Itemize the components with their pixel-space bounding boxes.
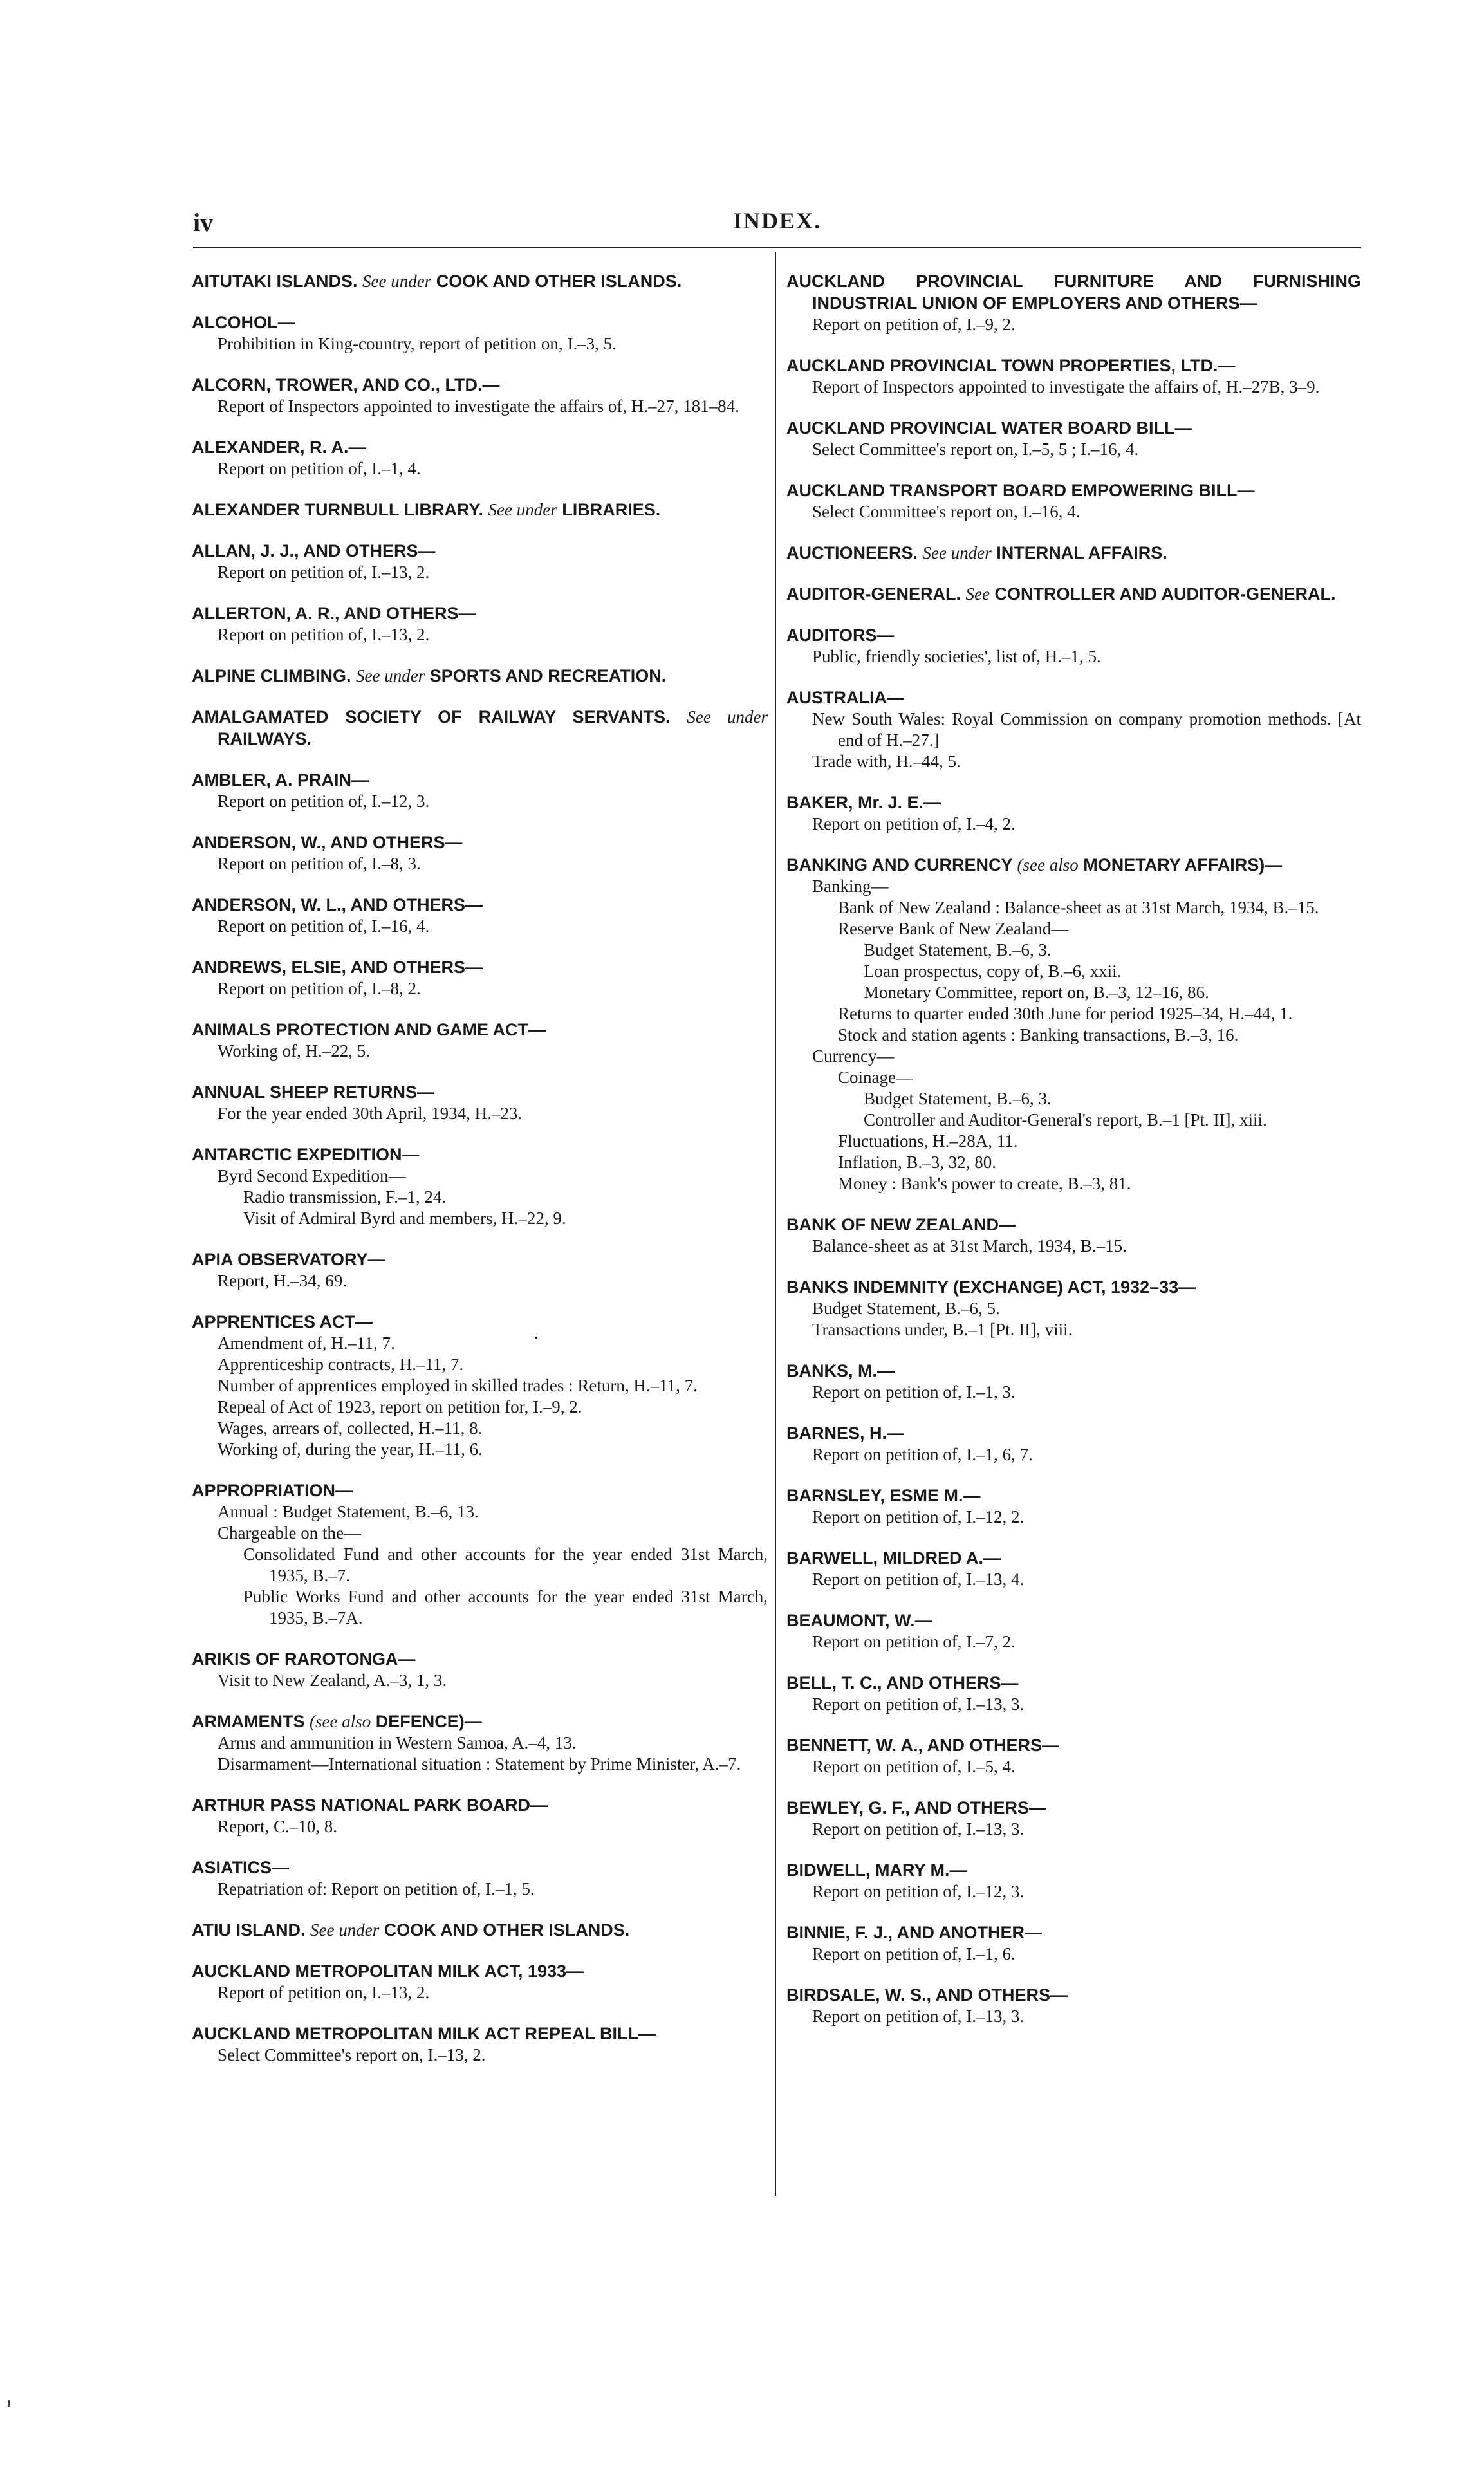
heading-text: AUCKLAND METROPOLITAN MILK ACT REPEAL BILL— xyxy=(192,2024,656,2043)
heading-text: ARTHUR PASS NATIONAL PARK BOARD— xyxy=(192,1795,548,1815)
cross-reference-note: See xyxy=(965,584,990,604)
index-heading xyxy=(786,687,1361,709)
index-subentry: Wages, arrears of, collected, H.–11, 8. xyxy=(218,1418,483,1438)
index-entry xyxy=(786,1214,1361,1257)
index-heading xyxy=(192,894,768,916)
index-entry xyxy=(192,2023,768,2066)
heading-text: ALEXANDER TURNBULL LIBRARY. xyxy=(192,500,488,519)
index-subentry: Visit of Admiral Byrd and members, H.–22, 9. xyxy=(243,1209,566,1228)
index-heading xyxy=(786,1672,1361,1694)
heading-text: INTERNAL AFFAIRS. xyxy=(991,543,1167,562)
index-subentry: Bank of New Zealand : Balance-sheet as at 31st March, 1934, B.–15. xyxy=(838,898,1319,917)
index-subentry: Balance-sheet as at 31st March, 1934, B.–15. xyxy=(812,1236,1127,1256)
heading-text: AMBLER, A. PRAIN— xyxy=(192,770,369,790)
index-heading xyxy=(786,792,1361,813)
index-subentry: Report on petition of, I.–4, 2. xyxy=(812,814,1016,833)
index-subentry: Radio transmission, F.–1, 24. xyxy=(243,1187,447,1207)
heading-text: AUDITOR-GENERAL. xyxy=(786,584,966,604)
index-entry xyxy=(192,1480,768,1629)
index-entry xyxy=(786,1984,1361,2027)
index-subentry: Returns to quarter ended 30th June for period 1925–34, H.–44, 1. xyxy=(838,1004,1293,1023)
index-heading xyxy=(786,1922,1361,1944)
index-heading xyxy=(786,270,1361,314)
heading-text: BANKING AND CURRENCY xyxy=(786,855,1017,875)
index-entry xyxy=(192,956,768,999)
index-heading xyxy=(192,1311,768,1333)
heading-text: APIA OBSERVATORY— xyxy=(192,1250,385,1269)
index-subentry: Report, H.–34, 69. xyxy=(218,1271,347,1290)
column-divider xyxy=(775,252,776,2196)
index-subentry: Report on petition of, I.–13, 2. xyxy=(218,625,430,644)
index-heading xyxy=(786,1984,1361,2006)
index-subentry: Stock and station agents : Banking transactions, B.–3, 16. xyxy=(838,1025,1239,1044)
heading-text: BARNSLEY, ESME M.— xyxy=(786,1486,981,1505)
index-heading xyxy=(786,479,1361,501)
index-subentry: Report of Inspectors appointed to investigate the affairs of, H.–27B, 3–9. xyxy=(812,377,1320,396)
index-entry xyxy=(192,270,768,292)
index-heading xyxy=(192,2023,768,2045)
index-subentry: Report on petition of, I.–13, 4. xyxy=(812,1570,1025,1589)
index-subentry: Report on petition of, I.–13, 2. xyxy=(218,562,430,582)
heading-text: BELL, T. C., AND OTHERS— xyxy=(786,1673,1019,1693)
index-subentry: Fluctuations, H.–28A, 11. xyxy=(838,1131,1018,1151)
index-subentry: Report on petition of, I.–13, 3. xyxy=(812,1694,1025,1714)
index-subentry: Report on petition of, I.–13, 3. xyxy=(812,1819,1025,1839)
index-heading xyxy=(786,624,1361,646)
print-speck xyxy=(8,2400,10,2407)
index-entry xyxy=(786,583,1361,605)
index-entry xyxy=(192,1794,768,1837)
index-entry xyxy=(192,1648,768,1691)
index-subentry: Report on petition of, I.–12, 3. xyxy=(218,792,430,811)
index-subentry: Inflation, B.–3, 32, 80. xyxy=(838,1153,996,1172)
heading-text: COOK AND OTHER ISLANDS. xyxy=(379,1920,630,1940)
index-subentry: Money : Bank's power to create, B.–3, 81. xyxy=(838,1174,1131,1193)
index-heading xyxy=(192,270,768,292)
index-heading xyxy=(192,1794,768,1816)
index-subentry: Report on petition of, I.–7, 2. xyxy=(812,1632,1016,1651)
heading-text: LIBRARIES. xyxy=(557,500,661,519)
heading-text: AUCKLAND PROVINCIAL WATER BOARD BILL— xyxy=(786,418,1192,438)
index-entry xyxy=(786,1276,1361,1341)
cross-reference-note: (see also xyxy=(1017,855,1079,875)
index-heading xyxy=(192,1248,768,1270)
index-subentry: Report on petition of, I.–1, 6. xyxy=(812,1944,1016,1963)
index-subentry: Repeal of Act of 1923, report on petition for, I.–9, 2. xyxy=(218,1397,582,1416)
index-entry xyxy=(786,854,1361,1194)
heading-text: AUCTIONEERS. xyxy=(786,543,923,562)
heading-text: AUSTRALIA— xyxy=(786,688,904,707)
index-entry xyxy=(192,1081,768,1124)
heading-text: ANNUAL SHEEP RETURNS— xyxy=(192,1082,435,1102)
heading-text: BEAUMONT, W.— xyxy=(786,1611,932,1630)
index-entry xyxy=(786,1610,1361,1653)
index-subentry: Banking— xyxy=(812,877,889,896)
index-entry xyxy=(786,687,1361,772)
heading-text: BAKER, Mr. J. E.— xyxy=(786,793,941,812)
index-subentry: For the year ended 30th April, 1934, H.–23. xyxy=(218,1104,523,1123)
cross-reference-note: See under xyxy=(922,543,992,562)
header-rule xyxy=(193,247,1361,248)
index-subentry: Report on petition of, I.–1, 3. xyxy=(812,1382,1016,1402)
index-subentry: Annual : Budget Statement, B.–6, 13. xyxy=(218,1502,479,1521)
heading-text: BANK OF NEW ZEALAND— xyxy=(786,1215,1016,1234)
index-subentry: Monetary Committee, report on, B.–3, 12–16, 86. xyxy=(864,983,1209,1002)
heading-text: BARWELL, MILDRED A.— xyxy=(786,1548,1001,1568)
heading-text: ALPINE CLIMBING. xyxy=(192,666,356,685)
index-entry xyxy=(192,540,768,583)
index-heading xyxy=(786,542,1361,564)
heading-text: APPROPRIATION— xyxy=(192,1481,353,1500)
index-subentry: Chargeable on the— xyxy=(218,1523,361,1543)
heading-text: AUCKLAND PROVINCIAL TOWN PROPERTIES, LTD.— xyxy=(786,356,1236,375)
index-subentry: Consolidated Fund and other accounts for the year ended 31st March, 1935, B.–7. xyxy=(243,1545,768,1585)
cross-reference-note: (see also xyxy=(310,1712,371,1731)
heading-text: BIDWELL, MARY M.— xyxy=(786,1860,967,1880)
index-subentry: Select Committee's report on, I.–16, 4. xyxy=(812,502,1081,521)
index-entry xyxy=(786,792,1361,835)
index-heading xyxy=(192,1019,768,1041)
index-subentry: Report on petition of, I.–12, 3. xyxy=(812,1882,1025,1901)
index-subentry: Number of apprentices employed in skilled trades : Return, H.–11, 7. xyxy=(218,1376,698,1395)
index-heading xyxy=(786,1547,1361,1569)
index-heading xyxy=(786,1485,1361,1507)
index-entry xyxy=(786,1485,1361,1528)
heading-text: ANDREWS, ELSIE, AND OTHERS— xyxy=(192,958,483,977)
heading-text: RAILWAYS. xyxy=(218,729,312,748)
heading-text: CONTROLLER AND AUDITOR-GENERAL. xyxy=(989,584,1336,604)
index-subentry: Transactions under, B.–1 [Pt. II], viii. xyxy=(812,1320,1073,1339)
heading-text: AUCKLAND TRANSPORT BOARD EMPOWERING BILL— xyxy=(786,481,1255,500)
index-entry xyxy=(786,1922,1361,1965)
index-entry xyxy=(192,831,768,875)
index-subentry: Report, C.–10, 8. xyxy=(218,1817,337,1836)
index-subentry: Report on petition of, I.–1, 4. xyxy=(218,459,421,478)
cross-reference-note: See under xyxy=(687,707,768,727)
index-subentry: Report on petition of, I.–12, 2. xyxy=(812,1507,1025,1526)
index-entry xyxy=(192,311,768,355)
heading-text: AMALGAMATED SOCIETY OF RAILWAY SERVANTS. xyxy=(192,707,687,727)
index-entry xyxy=(192,602,768,645)
heading-text: BENNETT, W. A., AND OTHERS— xyxy=(786,1736,1060,1755)
index-entry xyxy=(192,1144,768,1229)
heading-text: BANKS INDEMNITY (EXCHANGE) ACT, 1932–33— xyxy=(786,1277,1196,1297)
index-column-left xyxy=(192,270,768,2085)
index-entry xyxy=(786,417,1361,460)
index-heading xyxy=(192,956,768,978)
heading-text: BIRDSALE, W. S., AND OTHERS— xyxy=(786,1985,1068,2005)
index-subentry: Report of petition on, I.–13, 2. xyxy=(218,1983,430,2002)
heading-text: DEFENCE)— xyxy=(371,1712,482,1731)
index-heading xyxy=(192,1648,768,1670)
index-subentry: Select Committee's report on, I.–13, 2. xyxy=(218,2045,486,2064)
index-entry xyxy=(786,1734,1361,1777)
index-heading xyxy=(192,311,768,333)
index-heading xyxy=(192,706,768,750)
index-subentry: Report on petition of, I.–8, 2. xyxy=(218,979,421,998)
index-subentry: Report of Inspectors appointed to investigate the affairs of, H.–27, 181–84. xyxy=(218,396,739,416)
index-entry xyxy=(786,355,1361,398)
index-subentry: Reserve Bank of New Zealand— xyxy=(838,919,1069,938)
heading-text: BINNIE, F. J., AND ANOTHER— xyxy=(786,1923,1043,1942)
index-heading xyxy=(786,1422,1361,1444)
cross-reference-note: See under xyxy=(310,1920,380,1940)
index-entry xyxy=(786,1422,1361,1465)
index-subentry: Report on petition of, I.–13, 3. xyxy=(812,2007,1025,2026)
heading-text: ANTARCTIC EXPEDITION— xyxy=(192,1145,420,1164)
index-entry xyxy=(192,1311,768,1460)
heading-text: ANDERSON, W., AND OTHERS— xyxy=(192,833,463,852)
heading-text: ALLERTON, A. R., AND OTHERS— xyxy=(192,604,476,623)
index-heading xyxy=(786,854,1361,876)
index-heading xyxy=(192,1711,768,1732)
heading-text: BANKS, M.— xyxy=(786,1361,895,1380)
heading-text: ASIATICS— xyxy=(192,1858,290,1877)
cross-reference-note: See under xyxy=(356,666,425,685)
index-subentry: Report on petition of, I.–8, 3. xyxy=(218,854,421,873)
page-number: iv xyxy=(193,208,214,237)
heading-text: ALCORN, TROWER, AND CO., LTD.— xyxy=(192,375,500,394)
index-heading xyxy=(192,1480,768,1501)
index-column-right xyxy=(786,270,1361,2046)
heading-text: ATIU ISLAND. xyxy=(192,1920,310,1940)
heading-text: COOK AND OTHER ISLANDS. xyxy=(431,272,682,291)
index-subentry: Controller and Auditor-General's report, B.–1 [Pt. II], xiii. xyxy=(864,1110,1267,1129)
heading-text: AITUTAKI ISLANDS. xyxy=(192,272,362,291)
index-heading xyxy=(786,417,1361,439)
index-heading xyxy=(192,831,768,853)
heading-text: ANDERSON, W. L., AND OTHERS— xyxy=(192,895,483,914)
heading-text: AUDITORS— xyxy=(786,626,895,645)
index-heading xyxy=(192,1960,768,1982)
index-subentry: Report on petition of, I.–16, 4. xyxy=(218,916,430,936)
heading-text: ALCOHOL— xyxy=(192,313,295,332)
index-entry xyxy=(786,1672,1361,1715)
index-entry xyxy=(192,1919,768,1941)
index-subentry: Report on petition of, I.–1, 6, 7. xyxy=(812,1445,1033,1464)
index-heading xyxy=(786,1214,1361,1236)
index-subentry: Public, friendly societies', list of, H.–1, 5. xyxy=(812,647,1101,666)
heading-text: BEWLEY, G. F., AND OTHERS— xyxy=(786,1798,1047,1817)
index-heading xyxy=(786,1734,1361,1756)
index-heading xyxy=(786,1610,1361,1631)
index-heading xyxy=(192,665,768,687)
index-entry xyxy=(786,1797,1361,1840)
index-subentry: New South Wales: Royal Commission on company promotion methods. [At end of H.–27.] xyxy=(812,709,1361,750)
index-heading xyxy=(786,355,1361,376)
index-heading xyxy=(192,436,768,458)
index-subentry: Select Committee's report on, I.–5, 5 ; I.–16, 4. xyxy=(812,440,1139,459)
index-subentry: Disarmament—International situation : Statement by Prime Minister, A.–7. xyxy=(218,1754,741,1774)
index-entry xyxy=(192,706,768,750)
cross-reference-note: See under xyxy=(362,272,432,291)
cross-reference-note: See under xyxy=(488,500,557,519)
index-heading xyxy=(786,1276,1361,1298)
index-subentry: Budget Statement, B.–6, 3. xyxy=(864,940,1052,960)
index-entry xyxy=(192,894,768,937)
index-entry xyxy=(192,1960,768,2003)
index-subentry: Report on petition of, I.–9, 2. xyxy=(812,315,1016,334)
index-heading xyxy=(192,540,768,562)
index-subentry: Amendment of, H.–11, 7. xyxy=(218,1333,395,1353)
index-subentry: Coinage— xyxy=(838,1068,913,1087)
index-subentry: Working of, H.–22, 5. xyxy=(218,1041,371,1061)
index-entry xyxy=(786,542,1361,564)
heading-text: ALEXANDER, R. A.— xyxy=(192,438,366,457)
heading-text: ANIMALS PROTECTION AND GAME ACT— xyxy=(192,1020,546,1039)
index-entry xyxy=(192,1248,768,1292)
index-heading xyxy=(192,499,768,521)
index-heading xyxy=(192,1081,768,1103)
index-entry xyxy=(192,1019,768,1062)
heading-text: AUCKLAND METROPOLITAN MILK ACT, 1933— xyxy=(192,1962,584,1981)
index-entry xyxy=(786,1360,1361,1403)
index-subentry: Byrd Second Expedition— xyxy=(218,1166,406,1185)
index-subentry: Trade with, H.–44, 5. xyxy=(812,752,961,771)
index-entry xyxy=(192,374,768,417)
heading-text: BARNES, H.— xyxy=(786,1424,905,1443)
index-subentry: Report on petition of, I.–5, 4. xyxy=(812,1757,1016,1776)
page-header xyxy=(193,207,1361,239)
heading-text: APPRENTICES ACT— xyxy=(192,1312,373,1331)
heading-text: AUCKLAND PROVINCIAL FURNITURE AND FURNISHING INDUSTRIAL UNION OF EMPLOYERS AND OTHERS— xyxy=(786,272,1361,313)
index-subentry: Currency— xyxy=(812,1046,895,1066)
heading-text: MONETARY AFFAIRS)— xyxy=(1078,855,1283,875)
index-heading xyxy=(786,1360,1361,1382)
index-heading xyxy=(192,1144,768,1165)
page-title: INDEX. xyxy=(732,208,821,234)
index-subentry: Arms and ammunition in Western Samoa, A.–4, 13. xyxy=(218,1733,577,1752)
index-subentry: Public Works Fund and other accounts for the year ended 31st March, 1935, B.–7A. xyxy=(243,1587,768,1628)
index-subentry: Budget Statement, B.–6, 3. xyxy=(864,1089,1052,1108)
index-entry xyxy=(786,1859,1361,1902)
index-heading xyxy=(192,1857,768,1879)
index-entry xyxy=(192,769,768,812)
index-entry xyxy=(786,270,1361,335)
index-entry xyxy=(786,479,1361,523)
index-heading xyxy=(192,769,768,791)
index-subentry: Prohibition in King-country, report of petition on, I.–3, 5. xyxy=(218,334,617,353)
index-subentry: Loan prospectus, copy of, B.–6, xxii. xyxy=(864,961,1122,981)
index-subentry: Apprenticeship contracts, H.–11, 7. xyxy=(218,1355,464,1374)
index-subentry: Repatriation of: Report on petition of, I.–1, 5. xyxy=(218,1879,535,1898)
index-entry xyxy=(786,1547,1361,1590)
index-heading xyxy=(786,583,1361,605)
index-subentry: Budget Statement, B.–6, 5. xyxy=(812,1299,1000,1318)
heading-text: ALLAN, J. J., AND OTHERS— xyxy=(192,541,436,561)
heading-text: ARIKIS OF RAROTONGA— xyxy=(192,1649,416,1669)
index-entry xyxy=(192,1857,768,1900)
index-entry xyxy=(786,624,1361,667)
index-heading xyxy=(192,1919,768,1941)
index-subentry: Working of, during the year, H.–11, 6. xyxy=(218,1440,483,1459)
index-entry xyxy=(192,1711,768,1775)
index-subentry: Visit to New Zealand, A.–3, 1, 3. xyxy=(218,1671,447,1690)
heading-text: SPORTS AND RECREATION. xyxy=(425,666,667,685)
index-heading xyxy=(786,1797,1361,1819)
index-entry xyxy=(192,499,768,521)
index-heading xyxy=(192,374,768,396)
index-heading xyxy=(786,1859,1361,1881)
index-entry xyxy=(192,665,768,687)
index-entry xyxy=(192,436,768,479)
index-heading xyxy=(192,602,768,624)
heading-text: ARMAMENTS xyxy=(192,1712,310,1731)
